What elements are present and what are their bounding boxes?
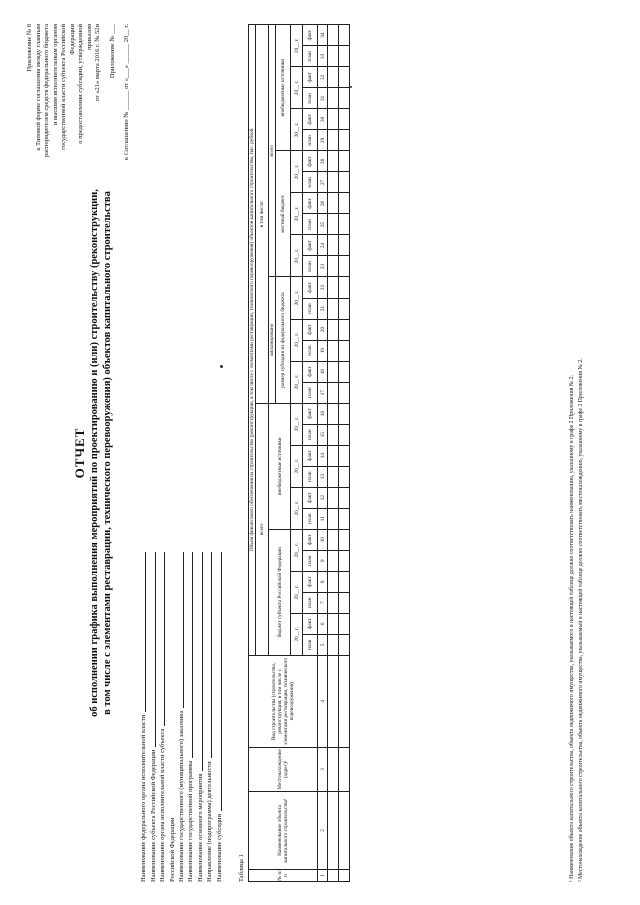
column-number: 19	[318, 340, 328, 361]
empty-cell	[339, 66, 350, 87]
fact-cell: факт	[303, 445, 318, 466]
footnote-2: ² Местонахождение объекта капитального строительства, объекта недвижимого имущества, указываемый в настоящей таблице должно соответствовать местонахождению, указанному в графе 3 Приложения № 2.	[577, 357, 584, 882]
appendix-line: и высшим исполнительным органом	[51, 23, 59, 125]
header-cell-local-budget: местный бюджет	[276, 150, 291, 276]
empty-cell	[339, 277, 350, 298]
empty-cell	[328, 791, 339, 869]
empty-cell	[328, 24, 339, 45]
column-number: 10	[318, 529, 328, 550]
column-number: 18	[318, 361, 328, 382]
agreement-reference: к Соглашению № ______ от «___» ______ 20__ г.	[123, 23, 130, 160]
field-program: Наименование государственной программы	[185, 552, 194, 882]
field-regional-body-cont: Российской Федерации	[168, 817, 176, 882]
header-cell-planned: запланировано	[269, 277, 276, 403]
fact-cell: факт	[303, 613, 318, 634]
column-number: 1	[318, 869, 328, 881]
fact-cell: факт	[303, 361, 318, 382]
fact-cell: факт	[303, 150, 318, 171]
year-cell: 20__ г.	[291, 277, 303, 319]
header-cell-type: Вид строительства (строительство, реконструкция, в том числе с элементами реставрации, технического перевооружения)	[249, 655, 318, 747]
field-main-activity: Наименование основного мероприятия	[194, 552, 203, 882]
empty-cell	[339, 791, 350, 869]
header-cell-total: всего	[256, 403, 269, 655]
empty-cell	[339, 361, 350, 382]
fill-line	[221, 552, 222, 811]
appendix-line: приказом	[85, 23, 93, 50]
year-cell: 20__ г.	[291, 150, 303, 192]
plan-cell: план	[303, 424, 318, 445]
year-cell: 20__ г.	[291, 192, 303, 234]
appendix-line: Приложение № 8	[26, 23, 33, 72]
empty-cell	[328, 403, 339, 424]
plan-cell: план	[303, 508, 318, 529]
year-cell: 20__ г.	[291, 108, 303, 150]
column-number: 13	[318, 466, 328, 487]
fact-cell: факт	[303, 403, 318, 424]
sub-appendix-label: Приложение № ___	[108, 23, 116, 78]
empty-cell	[339, 403, 350, 424]
header-cell-num: № п/п	[249, 869, 318, 881]
column-number: 9	[318, 550, 328, 571]
appendix-line: от «21» марта 2016 г. № 52н	[94, 23, 101, 101]
empty-cell	[328, 466, 339, 487]
header-cell-subsidy: размер субсидии из федерального бюджета	[276, 277, 291, 403]
field-region: Наименование субъекта Российской Федерации	[147, 552, 156, 882]
empty-cell	[339, 87, 350, 108]
report-table	[248, 24, 350, 882]
empty-cell	[339, 108, 350, 129]
empty-cell	[339, 213, 350, 234]
column-number: 2	[318, 791, 328, 869]
appendix-line: Федерации	[68, 23, 76, 55]
column-number: 30	[318, 108, 328, 129]
fact-cell: факт	[303, 192, 318, 213]
plan-cell: план	[303, 592, 318, 613]
empty-cell	[339, 424, 350, 445]
empty-cell	[339, 319, 350, 340]
column-number: 4	[318, 655, 328, 747]
column-number: 14	[318, 445, 328, 466]
empty-cell	[328, 277, 339, 298]
column-number: 26	[318, 192, 328, 213]
header-cell-regional-budget: бюджет субъекта Российской Федерации	[269, 529, 291, 655]
year-cell: 20__ г.	[291, 487, 303, 529]
report-subtitle-line-1: об исполнении графика выполнения мероприятий по проектированию и (или) строительству (реконструкции,	[89, 188, 100, 717]
header-cell-total-sub: всего	[269, 24, 276, 277]
fill-line	[192, 552, 193, 758]
appendix-line: о предоставлении субсидии, утвержденной	[77, 23, 84, 144]
empty-cell	[339, 550, 350, 571]
empty-cell	[328, 87, 339, 108]
empty-cell	[339, 150, 350, 171]
fact-cell: факт	[303, 277, 318, 298]
empty-cell	[339, 192, 350, 213]
fact-cell: факт	[303, 571, 318, 592]
empty-cell	[339, 592, 350, 613]
empty-cell	[328, 550, 339, 571]
fact-cell: факт	[303, 66, 318, 87]
column-number: 5	[318, 634, 328, 655]
empty-cell	[328, 150, 339, 171]
plan-cell: план	[303, 466, 318, 487]
header-cell-extrabudget: внебюджетные источники	[269, 403, 291, 529]
column-number: 29	[318, 129, 328, 150]
column-number: 22	[318, 277, 328, 298]
column-number-row	[318, 24, 328, 881]
empty-cell	[328, 747, 339, 791]
document-page	[20, 18, 620, 888]
column-number: 6	[318, 613, 328, 634]
year-cell: 20__ г.	[291, 529, 303, 571]
year-cell: 20__ г.	[291, 613, 303, 655]
empty-cell	[328, 571, 339, 592]
empty-cell	[339, 466, 350, 487]
empty-cell	[339, 298, 350, 319]
fill-line	[211, 552, 212, 758]
empty-cell	[339, 445, 350, 466]
column-number: 32	[318, 66, 328, 87]
field-regional-body: Наименование органа исполнительной власти субъекта	[157, 552, 166, 882]
empty-cell	[339, 634, 350, 655]
year-cell: 20__ г.	[291, 445, 303, 487]
year-cell: 20__ г.	[291, 319, 303, 361]
field-federal-body: Наименование федерального органа исполнительной власти	[138, 552, 147, 882]
header-cell-included: в том числе:	[256, 24, 269, 403]
empty-cell	[339, 171, 350, 192]
fact-cell: факт	[303, 24, 318, 45]
table-row	[328, 24, 339, 881]
empty-cell	[339, 869, 350, 881]
header-cell-extrabudget-sub: внебюджетные источники	[276, 24, 291, 150]
empty-cell	[328, 592, 339, 613]
empty-cell	[339, 234, 350, 255]
empty-cell	[328, 613, 339, 634]
empty-cell	[339, 24, 350, 45]
empty-cell	[339, 487, 350, 508]
column-number: 24	[318, 234, 328, 255]
report-subtitle-line-2: в том числе с элементами реставрации, технического перевооружения) объектов капитального строительства	[102, 190, 113, 715]
report-title-block	[72, 158, 114, 748]
column-number: 27	[318, 171, 328, 192]
plan-cell: план	[303, 382, 318, 403]
scan-speck	[350, 86, 352, 88]
empty-cell	[339, 45, 350, 66]
empty-cell	[328, 192, 339, 213]
empty-cell	[328, 319, 339, 340]
fill-line	[155, 552, 156, 747]
header-row-1	[249, 24, 256, 881]
plan-cell: план	[303, 298, 318, 319]
column-number: 33	[318, 45, 328, 66]
fact-cell: факт	[303, 319, 318, 340]
field-customer: Наименование государственного (муниципального) заказчика	[176, 552, 185, 882]
empty-cell	[339, 571, 350, 592]
year-cell: 20__ г.	[291, 24, 303, 66]
column-number: 17	[318, 382, 328, 403]
empty-cell	[328, 66, 339, 87]
empty-cell	[328, 869, 339, 881]
footnote-1: ¹ Наименование объекта капитального строительства, объекта недвижимого имущества, указываемого в настоящей таблице должно соответствовать наименованию, указанному в графе 2 Приложения № 2.	[569, 374, 575, 882]
empty-cell	[339, 655, 350, 747]
field-direction: Направление (подпрограмма) деятельности	[204, 552, 213, 882]
empty-cell	[328, 508, 339, 529]
empty-cell	[339, 508, 350, 529]
empty-cell	[339, 129, 350, 150]
appendix-line: распорядителем средств федерального бюджета	[43, 23, 50, 157]
fact-cell: факт	[303, 487, 318, 508]
column-number: 15	[318, 424, 328, 445]
scan-speck	[220, 365, 223, 368]
plan-cell: план	[303, 550, 318, 571]
year-cell: 20__ г.	[291, 571, 303, 613]
column-number: 16	[318, 403, 328, 424]
empty-cell	[339, 613, 350, 634]
footnotes	[568, 22, 585, 882]
empty-cell	[328, 171, 339, 192]
table-row	[339, 24, 350, 881]
empty-cell	[339, 255, 350, 276]
appendix-line: государственной власти субъекта Российской	[60, 23, 67, 150]
empty-cell	[328, 382, 339, 403]
column-number: 11	[318, 508, 328, 529]
empty-cell	[328, 45, 339, 66]
year-cell: 20__ г.	[291, 361, 303, 403]
empty-cell	[339, 340, 350, 361]
fact-cell: факт	[303, 108, 318, 129]
column-number: 28	[318, 150, 328, 171]
plan-cell: план	[303, 87, 318, 108]
fact-cell: факт	[303, 234, 318, 255]
header-fields	[138, 552, 223, 882]
plan-cell: план	[303, 171, 318, 192]
empty-cell	[328, 424, 339, 445]
column-number: 3	[318, 747, 328, 791]
plan-cell: план	[303, 129, 318, 150]
column-number: 34	[318, 24, 328, 45]
empty-cell	[328, 298, 339, 319]
plan-cell: план	[303, 213, 318, 234]
field-subsidy: Наименование субсидии	[213, 552, 222, 882]
empty-cell	[328, 340, 339, 361]
plan-cell: план	[303, 634, 318, 655]
column-number: 7	[318, 592, 328, 613]
table-caption: Таблица 1	[238, 853, 245, 882]
header-cell-location: Местонахождение (адрес)²	[249, 747, 318, 791]
plan-cell: план	[303, 255, 318, 276]
year-cell: 20__ г.	[291, 66, 303, 108]
plan-cell: план	[303, 340, 318, 361]
column-number: 20	[318, 319, 328, 340]
empty-cell	[328, 129, 339, 150]
column-number: 12	[318, 487, 328, 508]
fill-line	[202, 552, 203, 771]
empty-cell	[328, 634, 339, 655]
header-cell-volume: Объем финансового обеспечения на строительство (реконструкцию, в том числе с элементами реставрации, технического перевооружения) объектов капитального строительства, тыс. рублей	[249, 24, 256, 655]
empty-cell	[328, 108, 339, 129]
empty-cell	[328, 234, 339, 255]
report-heading: ОТЧЕТ	[72, 427, 87, 478]
empty-cell	[328, 361, 339, 382]
empty-cell	[328, 655, 339, 747]
empty-cell	[328, 445, 339, 466]
fill-line	[145, 552, 146, 712]
column-number: 23	[318, 255, 328, 276]
year-cell: 20__ г.	[291, 234, 303, 276]
empty-cell	[339, 529, 350, 550]
empty-cell	[339, 747, 350, 791]
year-cell: 20__ г.	[291, 403, 303, 445]
empty-cell	[339, 382, 350, 403]
fill-line	[164, 552, 165, 726]
fact-cell: факт	[303, 529, 318, 550]
empty-cell	[328, 255, 339, 276]
fill-line	[183, 552, 184, 708]
empty-cell	[328, 213, 339, 234]
header-cell-name: Наименование объекта капитального строительства¹	[249, 791, 318, 869]
column-number: 31	[318, 87, 328, 108]
column-number: 25	[318, 213, 328, 234]
empty-cell	[328, 529, 339, 550]
empty-cell	[328, 487, 339, 508]
appendix-line: к Типовой форме соглашения между главным	[34, 23, 42, 151]
column-number: 21	[318, 298, 328, 319]
plan-cell: план	[303, 45, 318, 66]
column-number: 8	[318, 571, 328, 592]
